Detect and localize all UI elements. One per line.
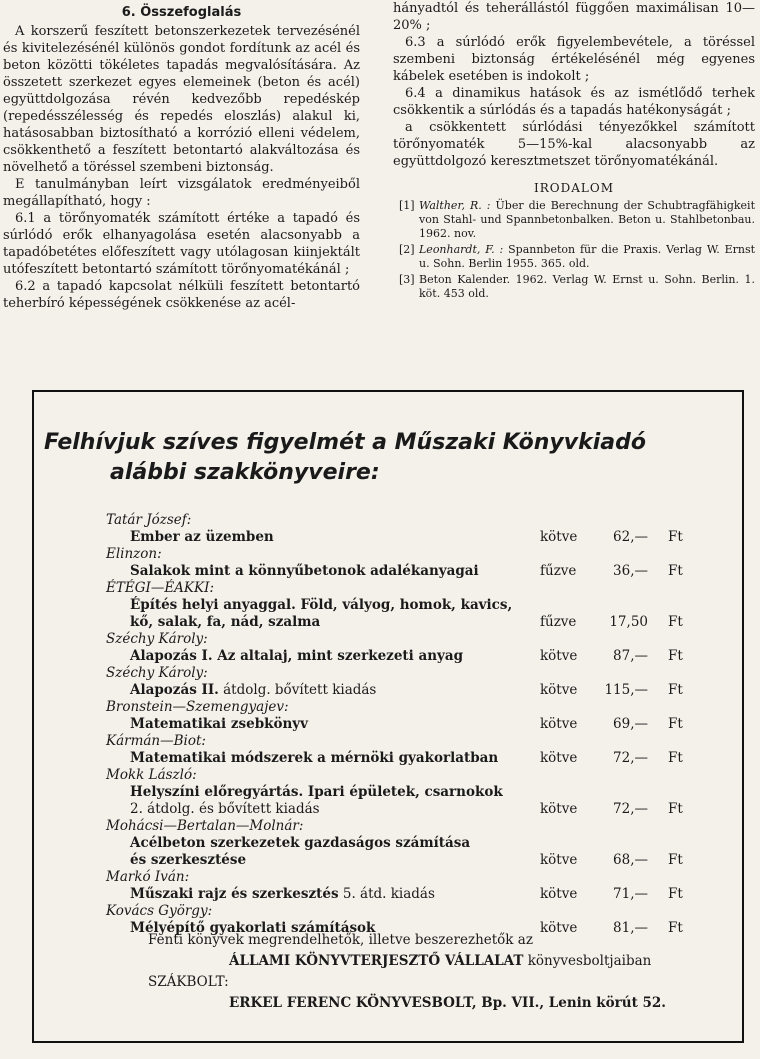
shop-label: SZÁKBOLT: (148, 974, 229, 990)
book-title: és szerkesztése (130, 852, 247, 868)
reference-number: [2] (399, 243, 415, 256)
book-currency: Ft (668, 529, 683, 545)
book-author: Kovács György: (106, 903, 213, 919)
references-list (393, 199, 755, 301)
book-price: 17,50 (609, 614, 648, 630)
ad-headline-line-2: alábbi szakkönyveire: (110, 460, 380, 485)
book-currency: Ft (668, 801, 683, 817)
book-price: 72,— (613, 801, 648, 817)
book-line (106, 529, 706, 546)
finding-6-2: 6.2 a tapadó kapcsolat nélküli feszített betontartó teherbíró képességének csökkenése az acél- (3, 279, 360, 311)
book-entry (106, 699, 706, 733)
book-author: Kármán—Biot: (106, 733, 206, 749)
book-edition-note: 5. átd. kiadás (338, 886, 435, 902)
book-author: Tatár József: (106, 512, 192, 528)
book-price: 68,— (613, 852, 648, 868)
book-currency: Ft (668, 716, 683, 732)
reference-number: [1] (399, 199, 415, 212)
book-author: Mokk László: (106, 767, 197, 783)
book-title: Mélyépítő gyakorlati számítások (130, 920, 376, 936)
book-line (106, 682, 706, 699)
finding-6-1: 6.1 a törőnyomaték számított értéke a tapadó és súrlódó erők elhanyagolása esetén alacsonyabb a tapadóbetétes előfeszített vagy utólagosan kiinjektált utófeszített betontartó számított törőnyomatékánál ; (3, 211, 360, 277)
book-line (106, 801, 706, 818)
book-line (106, 597, 706, 614)
book-currency: Ft (668, 920, 683, 936)
book-author: Markó Iván: (106, 869, 190, 885)
book-price: 81,— (613, 920, 648, 936)
ad-headline-line-1: Felhívjuk szíves figyelmét a Műszaki Könyvkiadó (44, 430, 646, 455)
book-entry (106, 818, 706, 869)
findings-intro: E tanulmányban leírt vizsgálatok eredményeiből megállapítható, hogy : (3, 177, 360, 209)
book-currency: Ft (668, 852, 683, 868)
book-title: Acélbeton szerkezetek gazdaságos számítása (130, 835, 471, 851)
book-line (106, 784, 706, 801)
book-binding: fűzve (540, 563, 577, 579)
book-line (106, 852, 706, 869)
finding-6-4: 6.4 a dinamikus hatások és az ismétlődő terhek csökkentik a súrlódás és a tapadás hatékonyságát ; (393, 86, 755, 118)
book-currency: Ft (668, 614, 683, 630)
book-price: 69,— (613, 716, 648, 732)
book-author: Bronstein—Szemengyajev: (106, 699, 289, 715)
book-entry (106, 546, 706, 580)
book-price: 72,— (613, 750, 648, 766)
book-title: Matematikai zsebkönyv (130, 716, 308, 732)
book-binding: kötve (540, 852, 578, 868)
book-entry (106, 580, 706, 631)
reference-text: Beton Kalender. 1962. Verlag W. Ernst u. Sohn. Berlin. 1. köt. 453 old. (419, 273, 755, 300)
book-line (106, 563, 706, 580)
reference-author: Walther, R. : (419, 199, 491, 212)
reference-item (393, 243, 755, 271)
book-author: Széchy Károly: (106, 631, 208, 647)
book-title: kő, salak, fa, nád, szalma (130, 614, 321, 630)
book-title: Alapozás I. Az altalaj, mint szerkezeti anyag (130, 648, 464, 664)
book-title: Helyszíni előregyártás. Ipari épületek, csarnokok (130, 784, 503, 800)
book-binding: kötve (540, 886, 578, 902)
book-price: 87,— (613, 648, 648, 664)
book-entry (106, 869, 706, 903)
ad-headline (44, 428, 724, 488)
reference-text: Spannbeton für die Praxis. Verlag W. Ernst u. Sohn. Berlin 1955. 365. old. (419, 243, 756, 270)
order-note: Fenti könyvek megrendelhetők, illetve beszerezhetők az (148, 932, 533, 948)
book-entry (106, 512, 706, 546)
book-line (106, 886, 706, 903)
book-author: Mohácsi—Bertalan—Molnár: (106, 818, 304, 834)
left-column (3, 4, 360, 312)
book-edition-note: átdolg. bővített kiadás (218, 682, 377, 698)
right-column (393, 0, 755, 303)
book-price: 62,— (613, 529, 648, 545)
book-currency: Ft (668, 886, 683, 902)
book-title: Alapozás II. (130, 682, 219, 698)
reference-item (393, 273, 755, 301)
reference-author: Leonhardt, F. : (419, 243, 504, 256)
book-title: Salakok mint a könnyűbetonok adalékanyagai (130, 563, 479, 579)
book-binding: kötve (540, 801, 578, 817)
book-line (106, 835, 706, 852)
book-entry (106, 665, 706, 699)
finding-6-3: 6.3 a súrlódó erők figyelembevétele, a töréssel szembeni biztonság értékelésénél még egyenes kábelek esetében is indokolt ; (393, 35, 755, 84)
book-currency: Ft (668, 563, 683, 579)
publisher-name: ÁLLAMI KÖNYVTERJESZTŐ VÁLLALAT (229, 953, 524, 969)
book-title: Ember az üzemben (130, 529, 274, 545)
book-entry (106, 767, 706, 818)
publisher-suffix: könyvesboltjaiban (523, 953, 652, 969)
book-line (106, 716, 706, 733)
book-currency: Ft (668, 750, 683, 766)
book-line (106, 648, 706, 665)
section-title: 6. Összefoglalás (121, 5, 242, 20)
book-list (106, 512, 706, 937)
book-edition-note: 2. átdolg. és bővített kiadás (130, 801, 320, 817)
book-binding: kötve (540, 529, 578, 545)
reference-item (393, 199, 755, 241)
book-binding: kötve (540, 750, 578, 766)
book-author: ÉTÉGI—ÉAKKI: (106, 580, 214, 596)
book-title: Építés helyi anyaggal. Föld, vályog, homok, kavics, (130, 597, 513, 613)
book-binding: kötve (540, 682, 578, 698)
references-title: IRODALOM (534, 181, 614, 195)
book-entry (106, 733, 706, 767)
book-author: Széchy Károly: (106, 665, 208, 681)
finding-6-2-continued: hányadtól és teherállástól függően maximálisan 10—20% ; (393, 1, 755, 33)
finding-conclusion: a csökkentett súrlódási tényezőkkel számított törőnyomaték 5—15%-kal alacsonyabb az együttdolgozó keresztmetszet törőnyomatékánál. (393, 120, 755, 169)
book-binding: kötve (540, 716, 578, 732)
book-line (106, 750, 706, 767)
book-title: Matematikai módszerek a mérnöki gyakorlatban (130, 750, 499, 766)
book-entry (106, 631, 706, 665)
book-title: Műszaki rajz és szerkesztés (130, 886, 339, 902)
book-author: Elinzon: (106, 546, 162, 562)
book-binding: kötve (540, 920, 578, 936)
reference-text: Über die Berechnung der Schubtragfähigkeit von Stahl- und Spannbetonbalken. Beton u. Stahlbetonbau. 1962. nov. (419, 199, 755, 240)
book-currency: Ft (668, 682, 683, 698)
book-line (106, 614, 706, 631)
book-binding: fűzve (540, 614, 577, 630)
advertisement-box (32, 390, 744, 1043)
shop-name: ERKEL FERENC KÖNYVESBOLT, Bp. VII., Lenin körút 52. (229, 995, 666, 1011)
publisher-line (229, 951, 651, 972)
reference-number: [3] (399, 273, 415, 286)
book-binding: kötve (540, 648, 578, 664)
book-price: 36,— (613, 563, 648, 579)
book-price: 115,— (604, 682, 648, 698)
book-price: 71,— (613, 886, 648, 902)
book-currency: Ft (668, 648, 683, 664)
summary-paragraph: A korszerű feszített betonszerkezetek tervezésénél és kivitelezésénél különös gondot fordítunk az acél és beton közötti tökéletes tapadás megvalósítására. Az összetett szerkezet egyes elemeinek (beton és acél) együttdolgozása révén kedvezőbb repedéskép (repedésszélesség és repedés eloszlás) alakul ki, hatásosabban biztosítható a korrózió elleni védelem, csökkenthető a feszített betontartó alakváltozása és növelhető a töréssel szembeni biztonság. (3, 24, 360, 175)
